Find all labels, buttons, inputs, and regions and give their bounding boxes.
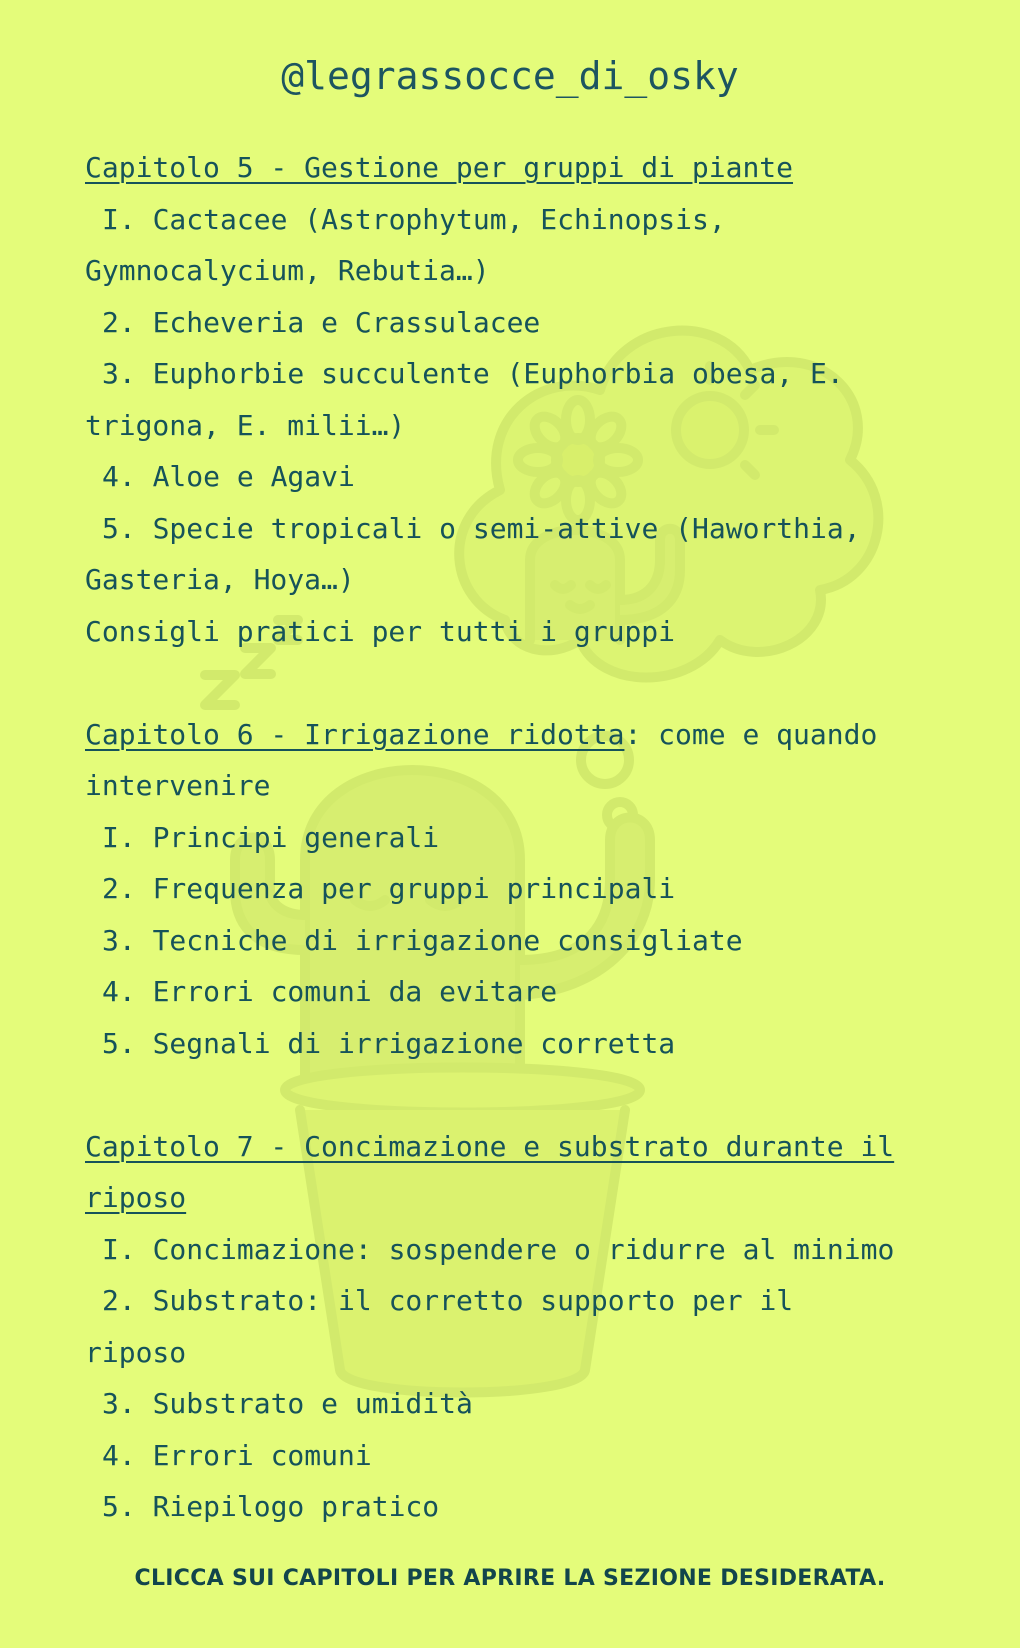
chapter-7-item-3: 3. Substrato e umidità (102, 1387, 473, 1420)
chapter-7 (85, 1121, 965, 1533)
chapter-7-link[interactable]: Capitolo 7 - Concimazione e substrato durante il (85, 1129, 895, 1163)
chapter-5-item-4: 4. Aloe e Agavi (102, 460, 355, 493)
chapter-6-item-4: 4. Errori comuni da evitare (102, 975, 558, 1008)
chapter-7-item-1: I. Concimazione: sospendere o ridurre al minimo (102, 1232, 895, 1266)
chapter-6 (85, 709, 965, 1070)
chapter-7-title (85, 1121, 965, 1173)
chapter-6-item-5: 5. Segnali di irrigazione corretta (102, 1026, 676, 1060)
table-of-contents (85, 142, 965, 1584)
chapter-5-item-2: 2. Echeveria e Crassulacee (102, 305, 541, 339)
chapter-5-item-5: 5. Specie tropicali o semi-attive (Haworthia, (102, 511, 861, 545)
chapter-5-item-1: I. Cactacee (Astrophytum, Echinopsis, (102, 202, 726, 236)
chapter-5-link[interactable]: Capitolo 5 - Gestione per gruppi di piante (85, 151, 794, 184)
chapter-6-title (85, 709, 965, 761)
chapter-7-item-5: 5. Riepilogo pratico (102, 1490, 440, 1523)
footer-instruction: CLICCA SUI CAPITOLI PER APRIRE LA SEZIONE DESIDERATA. (134, 1566, 886, 1591)
chapter-6-link[interactable]: Capitolo 6 - Irrigazione ridotta (85, 717, 625, 751)
chapter-5-title (85, 142, 965, 194)
chapter-6-title-rest: : come e quando (624, 717, 878, 751)
chapter-5-item-1-cont: Gymnocalycium, Rebutia…) (85, 254, 490, 287)
chapter-7-title-cont-line (85, 1172, 965, 1224)
chapter-7-item-2: 2. Substrato: il corretto supporto per il (102, 1284, 794, 1317)
chapter-6-item-1: I. Principi generali (102, 820, 440, 854)
chapter-6-item-3: 3. Tecniche di irrigazione consigliate (102, 923, 743, 957)
account-handle: @legrassocce_di_osky (281, 54, 739, 98)
chapter-5 (85, 142, 965, 657)
chapter-7-item-2-cont: riposo (85, 1335, 187, 1369)
chapter-5-tips: Consigli pratici per tutti i gruppi (85, 614, 676, 648)
chapter-5-item-3-cont: trigona, E. milii…) (85, 408, 406, 442)
chapter-5-item-5-cont: Gasteria, Hoya…) (85, 563, 355, 596)
chapter-6-item-2: 2. Frequenza per gruppi principali (102, 872, 676, 905)
chapter-6-title-cont: intervenire (85, 769, 271, 802)
chapter-5-item-3: 3. Euphorbie succulente (Euphorbia obesa, E. (102, 357, 844, 390)
chapter-7-item-4: 4. Errori comuni (102, 1438, 372, 1472)
chapter-7-link-cont[interactable]: riposo (85, 1181, 187, 1214)
